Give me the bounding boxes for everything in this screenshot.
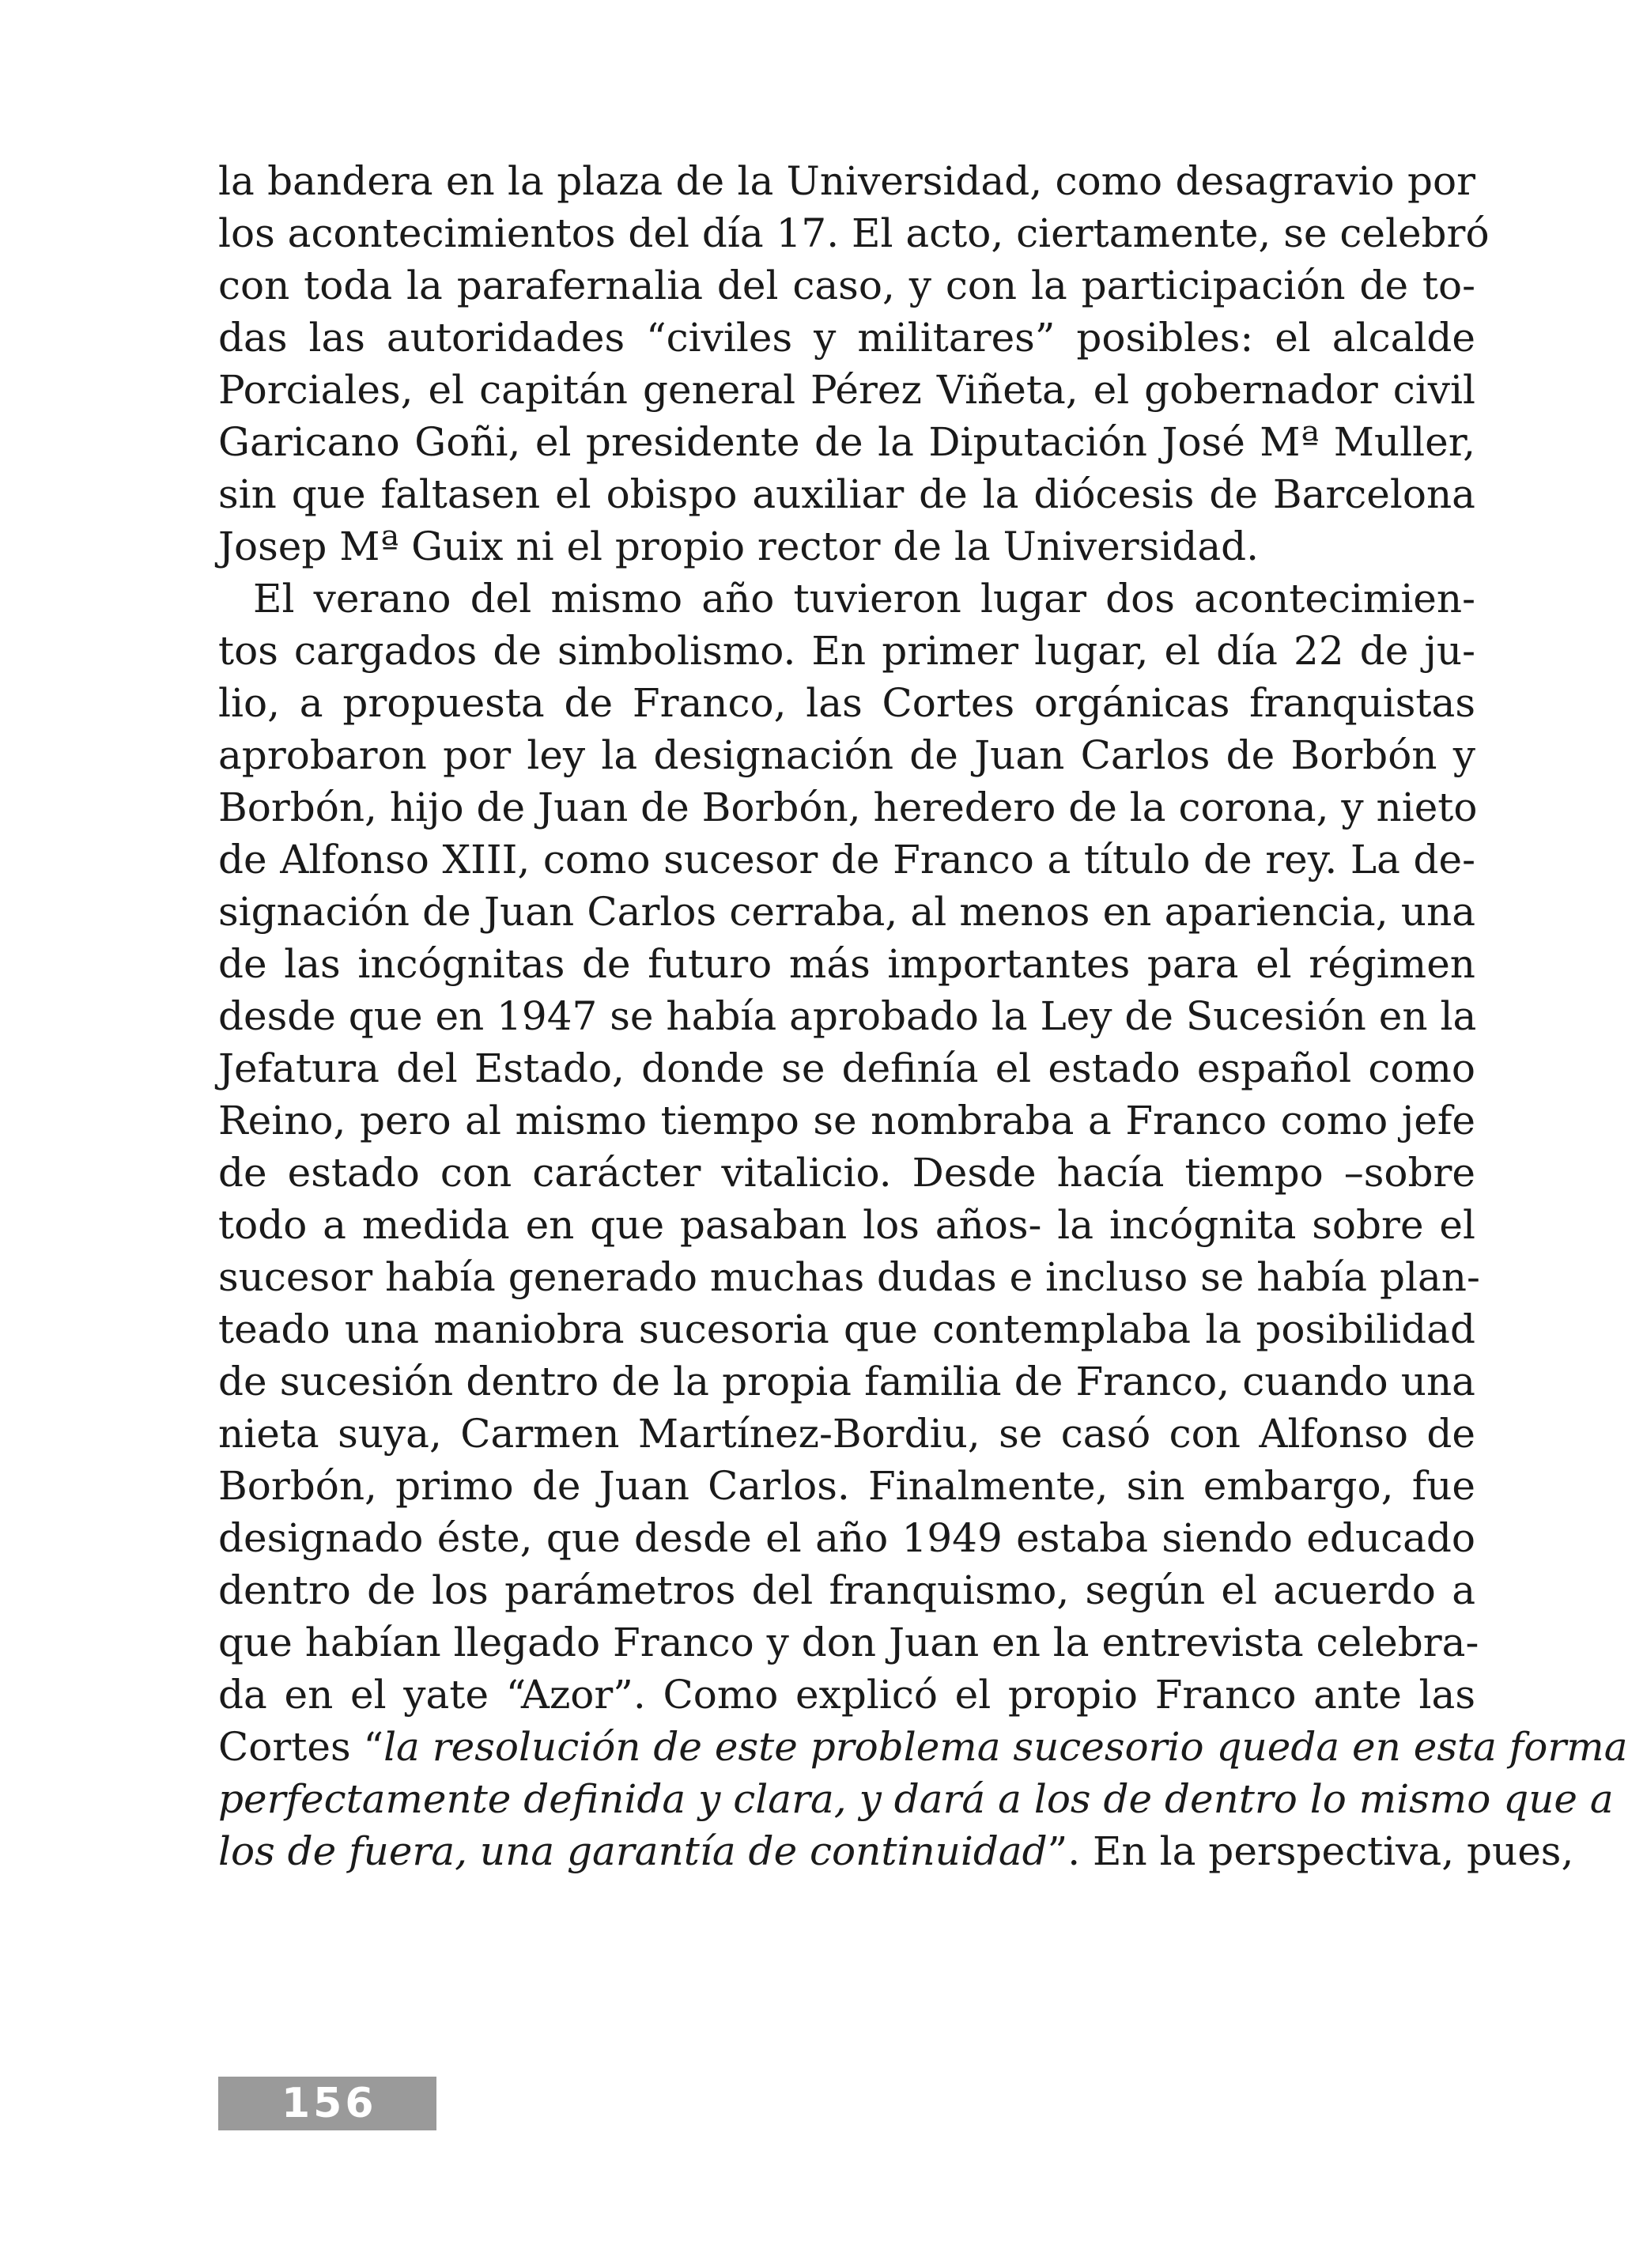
text-line: desde que en 1947 se había aprobado la Ley de Sucesión en la (218, 993, 1477, 1039)
text-line: sucesor había generado muchas dudas e incluso se había plan- (218, 1254, 1480, 1300)
text-line: aprobaron por ley la designación de Juan Carlos de Borbón y (218, 732, 1475, 778)
text-line: tos cargados de simbolismo. En primer lugar, el día 22 de ju- (218, 628, 1475, 674)
text-line: todo a medida en que pasaban los años- la incógnita sobre el (218, 1202, 1475, 1248)
text-line: Josep Mª Guix ni el propio rector de la Universidad. (218, 524, 1260, 569)
text-line-quote (218, 1773, 1614, 1825)
quote-text: la resolución de este problema sucesorio queda en esta forma (383, 1724, 1628, 1770)
page-number-bar (218, 2077, 436, 2130)
text-line: Borbón, hijo de Juan de Borbón, heredero de la corona, y nieto (218, 784, 1478, 830)
text-line: de sucesión dentro de la propia familia de Franco, cuando una (218, 1359, 1475, 1404)
text-line: nieta suya, Carmen Martínez-Bordiu, se casó con Alfonso de (218, 1411, 1475, 1457)
text-line: lio, a propuesta de Franco, las Cortes orgánicas franquistas (218, 680, 1475, 726)
text-line: de estado con carácter vitalicio. Desde hacía tiempo –sobre (218, 1150, 1475, 1196)
text-line: signación de Juan Carlos cerraba, al menos en apariencia, una (218, 889, 1475, 935)
text-line: con toda la parafernalia del caso, y con la participación de to- (218, 263, 1475, 308)
text-line: dentro de los parámetros del franquismo, según el acuerdo a (218, 1567, 1475, 1613)
roman-text: Cortes “ (218, 1724, 384, 1770)
text-line: da en el yate “Azor”. Como explicó el propio Franco ante las (218, 1672, 1475, 1718)
text-line-with-quote-start (218, 1721, 1628, 1773)
text-line: das las autoridades “civiles y militares” posibles: el alcalde (218, 315, 1475, 361)
roman-text: ”. En la perspectiva, pues, (1047, 1828, 1574, 1874)
text-line: Reino, pero al mismo tiempo se nombraba a Franco como jefe (218, 1098, 1475, 1143)
text-line: Garicano Goñi, el presidente de la Diputación José Mª Muller, (218, 419, 1475, 465)
text-line: Porciales, el capitán general Pérez Viñeta, el gobernador civil (218, 367, 1475, 413)
text-line-with-quote-end (218, 1825, 1574, 1877)
text-line: teado una maniobra sucesoria que contemplaba la posibilidad (218, 1306, 1475, 1352)
text-line: los acontecimientos del día 17. El acto, ciertamente, se celebró (218, 210, 1490, 256)
quote-text: perfectamente definida y clara, y dará a los de dentro lo mismo que a (218, 1776, 1614, 1822)
text-line: que habían llegado Franco y don Juan en la entrevista celebra- (218, 1620, 1479, 1665)
text-line: sin que faltasen el obispo auxiliar de la diócesis de Barcelona (218, 471, 1475, 517)
text-line: la bandera en la plaza de la Universidad, como desagravio por (218, 158, 1475, 204)
text-line: designado éste, que desde el año 1949 estaba siendo educado (218, 1515, 1475, 1561)
text-line: Borbón, primo de Juan Carlos. Finalmente, sin embargo, fue (218, 1463, 1475, 1509)
quote-text: los de fuera, una garantía de continuidad (218, 1828, 1048, 1874)
text-line: de Alfonso XIII, como sucesor de Franco a título de rey. La de- (218, 837, 1475, 883)
text-line: de las incógnitas de futuro más importantes para el régimen (218, 941, 1475, 987)
paragraph-start-line: El verano del mismo año tuvieron lugar dos acontecimien- (253, 576, 1475, 622)
body-text (218, 155, 1628, 1877)
page-number: 156 (281, 2080, 377, 2127)
text-line: Jefatura del Estado, donde se definía el estado español como (218, 1045, 1475, 1091)
